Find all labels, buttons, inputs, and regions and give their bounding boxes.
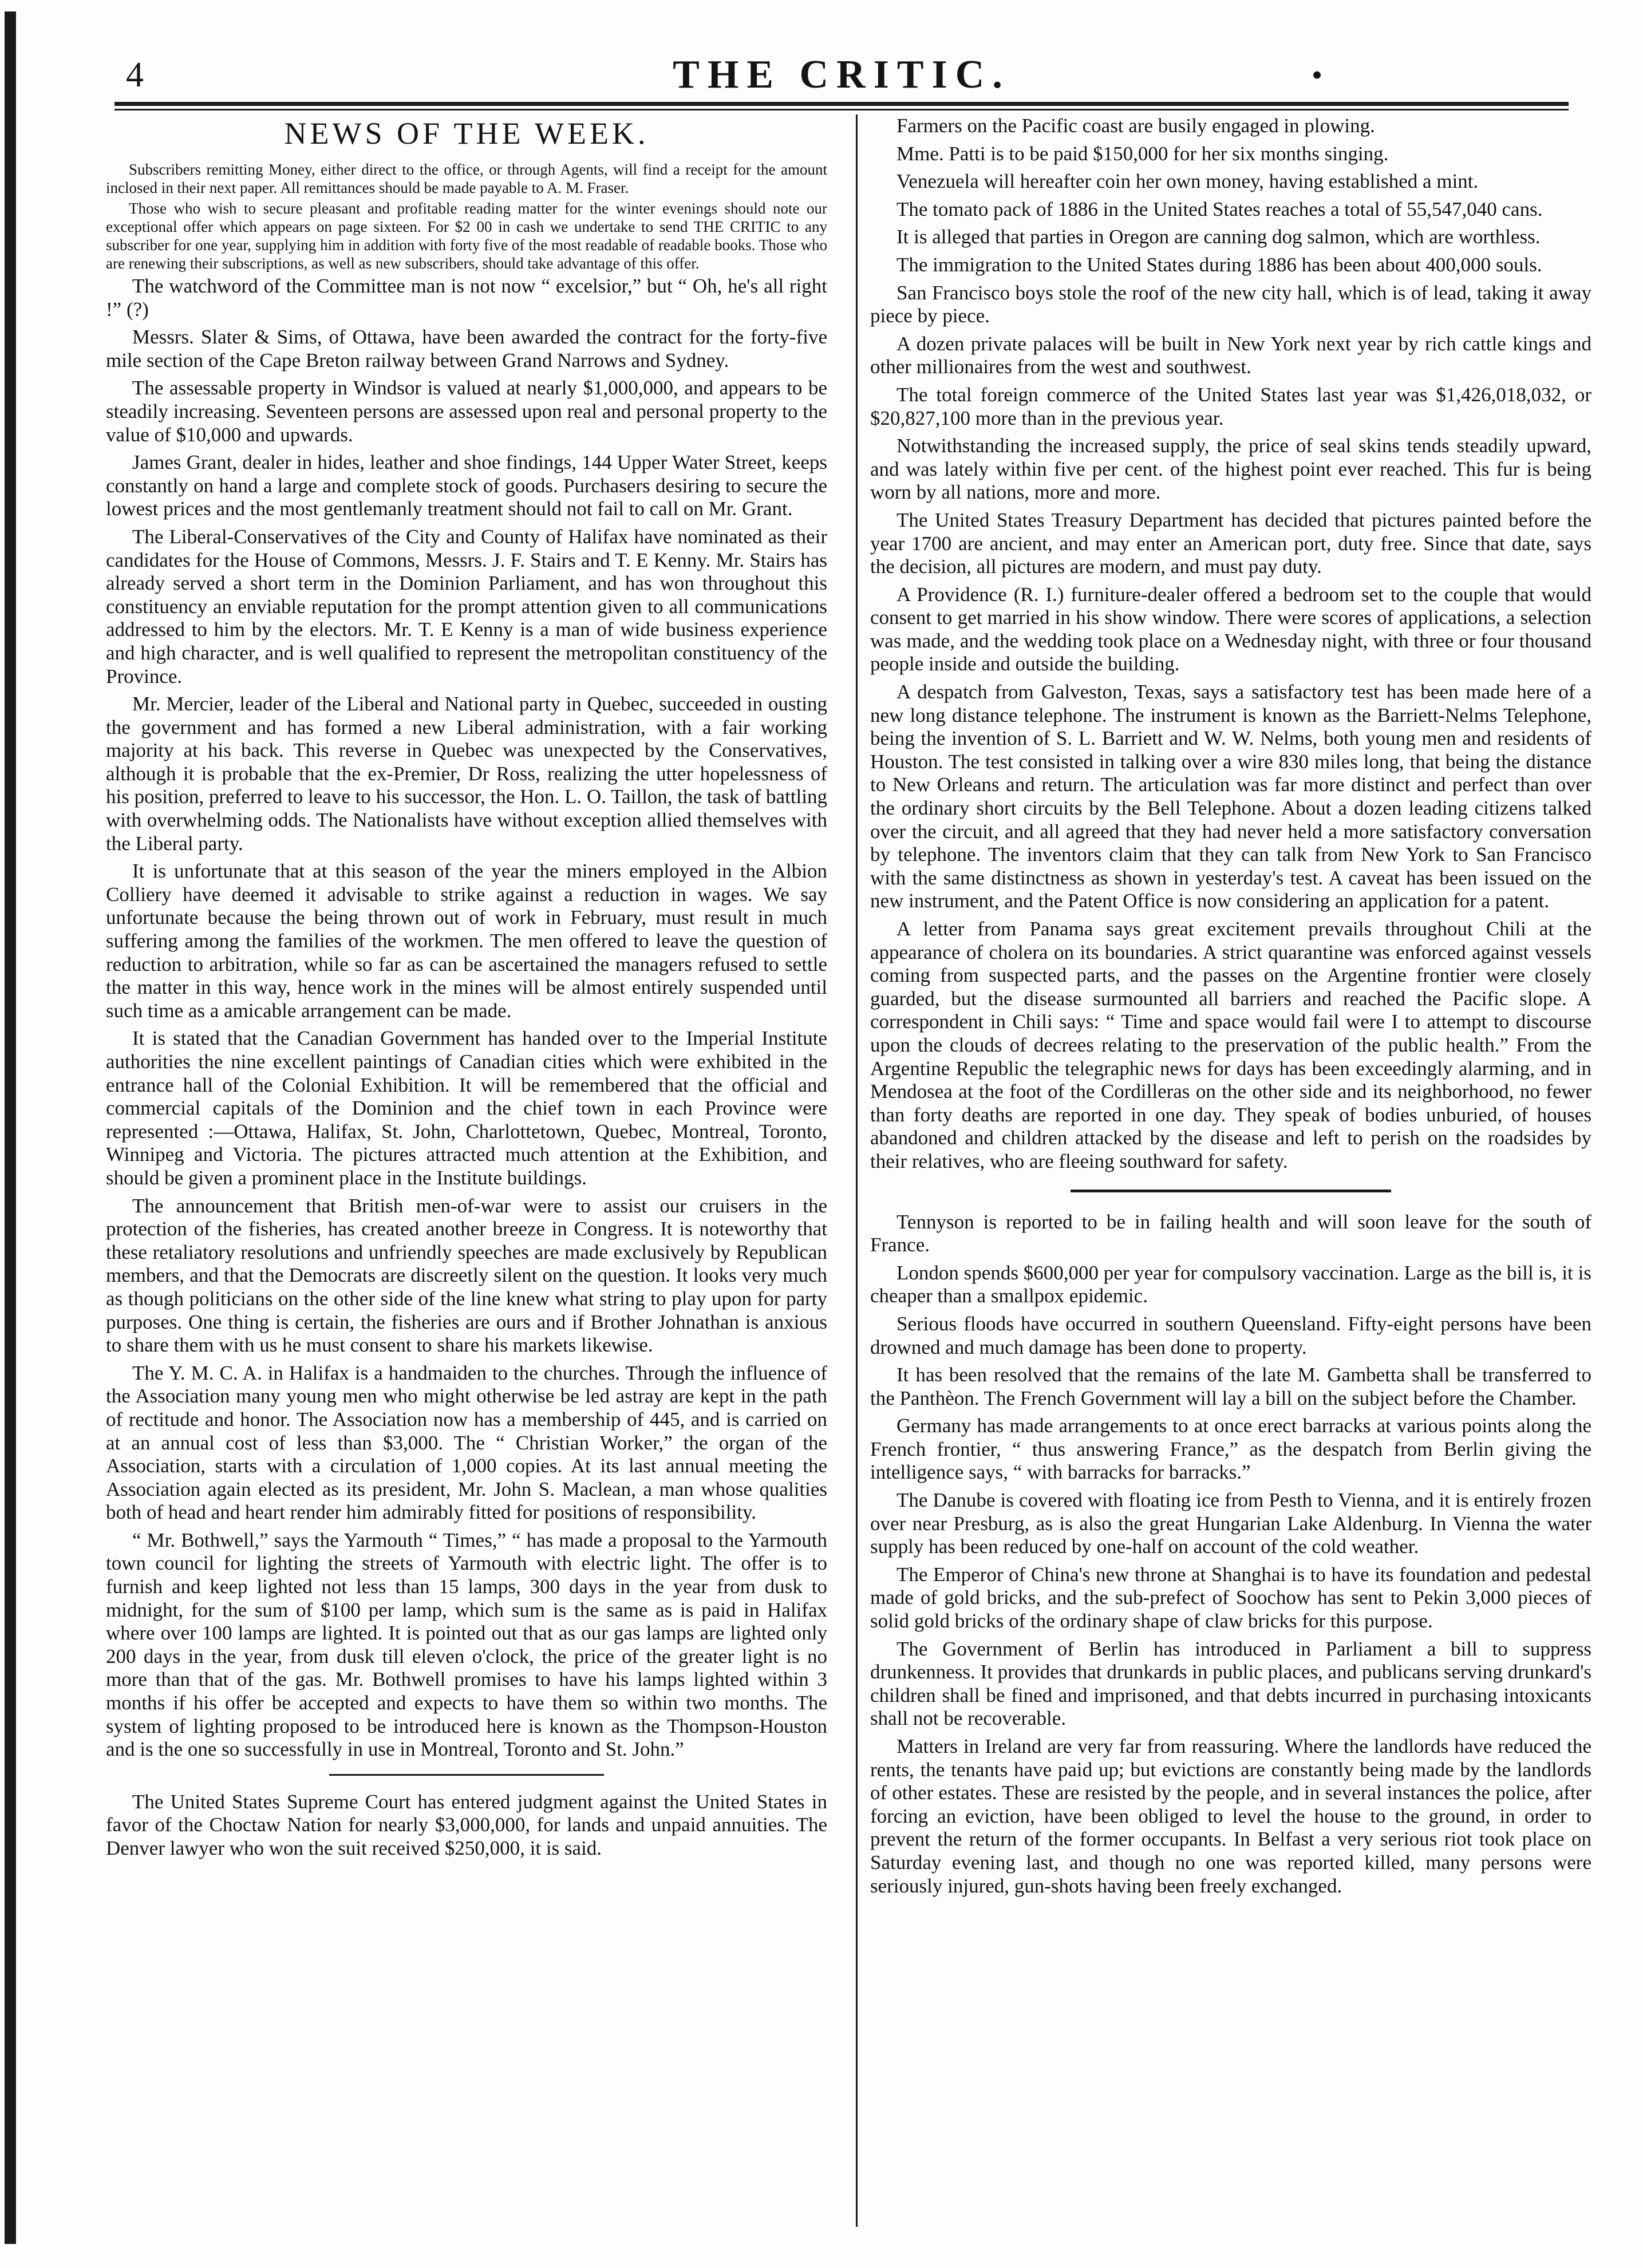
news-item: It is stated that the Canadian Government has handed over to the Imperial Institute authorities the nine excellent paintings of Canadian cities which were exhibited in the entrance hall of the Colonial Exhibition. It will be remembered that the official and commercial capitals of the Dominion and the chief town in each Province were represented :—Ottawa, Halifax, St. John, Charlottetown, Quebec, Montreal, Toronto, Winnipeg and Victoria. The pictures attracted much attention at the Exhibition, and should be given a prominent place in the Institute buildings. <box>106 1027 827 1189</box>
page-number: 4 <box>126 56 144 94</box>
left-column <box>106 114 827 1865</box>
subscriber-notice: Subscribers remitting Money, either direct to the office, or through Agents, will find a receipt for the amount inclosed in their next paper. All remittances should be made payable to A. M. Fraser. <box>106 161 827 196</box>
news-item: The immigration to the United States during 1886 has been about 400,000 souls. <box>896 253 1542 276</box>
header-rule-thick <box>114 102 1569 106</box>
news-item: The United States Treasury Department has decided that pictures painted before the year 1700 are ancient, and may enter an American port, duty free. Since that date, says the decision, all pictures are modern, and must pay duty. <box>870 508 1591 578</box>
news-item: The announcement that British men-of-war were to assist our cruisers in the protection of the fisheries, has created another breeze in Congress. It is noteworthy that these retaliatory resolutions and unfriendly speeches are made exclusively by Republican members, and that the Democrats are discreetly silent on the question. It looks very much as though politicians on the other side of the line knew what string to play upon for party purposes. One thing is certain, the fisheries are ours and if Brother Johnathan is anxious to share them with us he must consent to share his markets likewise. <box>106 1194 827 1357</box>
right-section-rule <box>1071 1190 1391 1192</box>
left-after-rule-articles <box>106 1791 827 1860</box>
news-item: The Liberal-Conservatives of the City and County of Halifax have nominated as their candidates for the House of Commons, Messrs. J. F. Stairs and T. E Kenny. Mr. Stairs has already served a short term in the Dominion Parliament, and has won throughout this constituency an enviable reputation for the prompt attention given to all communications addressed to him by the electors. Mr. T. E Kenny is a man of wide business experience and high character, and is well qualified to represent the metropolitan constituency of the Province. <box>106 525 827 687</box>
news-item: Germany has made arrangements to at once erect barracks at various points along the French frontier, “ thus answering France,” as the despatch from Berlin giving the intelligence says, “ with barracks for barracks.” <box>870 1414 1591 1484</box>
page-header <box>114 49 1569 101</box>
news-item: The Emperor of China's new throne at Shanghai is to have its foundation and pedestal made of gold bricks, and the sub-prefect of Soochow has sent to Pekin 3,000 pieces of solid gold bricks of the ordinary shape of claw bricks for this purpose. <box>870 1563 1591 1633</box>
news-item: A letter from Panama says great excitement prevails throughout Chili at the appearance of cholera on its boundaries. A strict quarantine was enforced against vessels coming from suspected parts, and the passes on the Argentine frontier were closely guarded, but the disease surmounted all barriers and reached the Pacific slope. A correspondent in Chili says: “ Time and space would fail were I to attempt to discourse upon the clouds of decrees relating to the preservation of the public health.” From the Argentine Republic the telegraphic news for days has been exceedingly alarming, and in Mendosea at the foot of the Cordilleras on the other side and its neighborhood, no fewer than forty deaths are reported in one day. They speak of bodies unburied, of houses abandoned and children attacked by the disease and left to perish on the roadsides by their relatives, who are fleeing southward for safety. <box>870 918 1591 1172</box>
news-item: Tennyson is reported to be in failing health and will soon leave for the south of France. <box>870 1210 1591 1257</box>
news-item: Messrs. Slater & Sims, of Ottawa, have been awarded the contract for the forty-five mile section of the Cape Breton railway between Grand Narrows and Sydney. <box>106 326 827 372</box>
subscriber-notice: Those who wish to secure pleasant and profitable reading matter for the winter evenings should note our exceptional offer which appears on page sixteen. For $2 00 in cash we undertake to send THE CRITIC to any subscriber for one year, supplying him in addition with forty five of the most readable of readable books. Those who are renewing their subscriptions, as well as new subscribers, should take advantage of this offer. <box>106 200 827 272</box>
news-item: San Francisco boys stole the roof of the new city hall, which is of lead, taking it away piece by piece. <box>870 281 1591 327</box>
news-item: It is alleged that parties in Oregon are canning dog salmon, which are worthless. <box>896 226 1541 248</box>
news-item: The total foreign commerce of the United States last year was $1,426,018,032, or $20,827,100 more than in the previous year. <box>870 383 1591 429</box>
subscriber-notices <box>106 160 827 272</box>
news-item: Matters in Ireland are very far from reassuring. Where the landlords have reduced the rents, the tenants have paid up; but evictions are constantly being made by the landlords of other estates. These are resisted by the people, and in several instances the police, after forcing an eviction, have been obliged to level the house to the ground, in order to prevent the return of the former occupants. In Belfast a very serious riot took place on Saturday evening last, and though no one was reported killed, many persons were seriously injured, gun-shots having been freely exchanged. <box>870 1735 1591 1897</box>
header-rule-thin <box>114 109 1569 110</box>
news-item: The tomato pack of 1886 in the United States reaches a total of 55,547,040 cans. <box>896 197 1543 220</box>
news-item: A despatch from Galveston, Texas, says a satisfactory test has been made here of a new long distance telephone. The instrument is known as the Barriett-Nelms Telephone, being the invention of S. L. Barriett and W. W. Nelms, both young men and residents of Houston. The test consisted in talking over a wire 830 miles long, that being the distance to New Orleans and return. The articulation was far more distinct and perfect than over the ordinary short circuits by the Bell Telephone. About a dozen leading citizens talked over the circuit, and all agreed that they had never held a more satisfactory conversation by telephone. The inventors claim that they can talk from New York to San Francisco with the same distinctness as shown in yesterday's test. A caveat has been issued on the new instrument, and the Patent Office is now considering an application for a patent. <box>870 681 1591 912</box>
news-item: Mme. Patti is to be paid $150,000 for her six months singing. <box>896 142 1389 165</box>
news-item: A dozen private palaces will be built in New York next year by rich cattle kings and other millionaires from the west and southwest. <box>870 332 1591 378</box>
news-item: The watchword of the Committee man is not now “ excelsior,” but “ Oh, he's all right !” (?) <box>106 275 827 321</box>
left-section-rule <box>329 1774 604 1776</box>
news-item: Venezuela will hereafter coin her own money, having established a mint. <box>896 170 1479 193</box>
news-item: Farmers on the Pacific coast are busily engaged in plowing. <box>896 114 1375 137</box>
news-item: London spends $600,000 per year for compulsory vaccination. Large as the bill is, it is cheaper than a smallpox epidemic. <box>870 1261 1591 1307</box>
news-item: The Y. M. C. A. in Halifax is a handmaiden to the churches. Through the influence of the Association many young men who might otherwise be led astray are kept in the path of rectitude and honor. The Association now has a membership of 445, and is carried on at an annual cost of less than $3,000. The “ Christian Worker,” the organ of the Association, starts with a circulation of 1,000 copies. At its last annual meeting the Association again elected as its president, Mr. John S. Maclean, a man whose qualities both of head and heart render him admirably fitted for positions of responsibility. <box>106 1361 827 1524</box>
news-item: Notwithstanding the increased supply, the price of seal skins tends steadily upward, and was lately within five per cent. of the highest point ever reached. This fur is being worn by all nations, more and more. <box>870 434 1591 504</box>
column-divider <box>856 114 858 2227</box>
masthead-title: THE CRITIC. <box>673 53 1010 97</box>
news-item: “ Mr. Bothwell,” says the Yarmouth “ Times,” “ has made a proposal to the Yarmouth town council for lighting the streets of Yarmouth with electric light. The offer is to furnish and keep lighted not less than 15 lamps, 300 days in the year from dusk to midnight, for the sum of $100 per lamp, which sum is the same as is paid in Halifax where over 100 lamps are lighted. It is pointed out that as our gas lamps are lighted only 200 days in the year, from dusk till eleven o'clock, the price of the greater light is no more than that of the gas. Mr. Bothwell promises to have his lamps lighted within 3 months if his offer be accepted and expects to have them so within two months. The system of lighting proposed to be introduced here is known as the Thompson-Houston and is the one so successfully in use in Montreal, Toronto and St. John.” <box>106 1528 827 1761</box>
right-column <box>870 114 1591 1902</box>
news-item: The Danube is covered with floating ice from Pesth to Vienna, and it is entirely frozen over near Presburg, as is also the great Hungarian Lake Aldenburg. In Vienna the water supply has been reduced by one-half on account of the cold weather. <box>870 1489 1591 1558</box>
section-title: NEWS OF THE WEEK. <box>284 116 649 151</box>
news-item: The Government of Berlin has introduced in Parliament a bill to suppress drunkenness. It provides that drunkards in public places, and publicans serving drunkard's children shall be fined and imprisoned, and that debts incurred in purchasing intoxicants shall not be recoverable. <box>870 1637 1591 1730</box>
right-after-rule-articles <box>870 1211 1591 1898</box>
news-item: A Providence (R. I.) furniture-dealer offered a bedroom set to the couple that would consent to get married in his show window. There were scores of applications, a selection was made, and the wedding took place on a Wednesday night, with three or four thousand people inside and outside the building. <box>870 583 1591 675</box>
news-item: It has been resolved that the remains of the late M. Gambetta shall be transferred to the Panthèon. The French Government will lay a bill on the subject before the Chamber. <box>870 1364 1591 1409</box>
news-item: The assessable property in Windsor is valued at nearly $1,000,000, and appears to be steadily increasing. Seventeen persons are assessed upon real and personal property to the value of $10,000 and upwards. <box>106 377 827 446</box>
news-item: Mr. Mercier, leader of the Liberal and National party in Quebec, succeeded in ousting the government and has formed a new Liberal administration, with a fair working majority at his back. This reverse in Quebec was unexpected by the Conservatives, although it is probable that the ex-Premier, Dr Ross, realizing the utter hopelessness of his position, preferred to leave to his successor, the Hon. L. O. Taillon, the task of battling with overwhelming odds. The Nationalists have without exception allied themselves with the Liberal party. <box>106 693 827 855</box>
right-articles <box>870 114 1591 1173</box>
news-item: James Grant, dealer in hides, leather and shoe findings, 144 Upper Water Street, keeps constantly on hand a large and complete stock of goods. Purchasers desiring to secure the lowest prices and the most gentlemanly treatment should not fail to call on Mr. Grant. <box>106 451 827 520</box>
left-articles <box>106 275 827 1761</box>
printer-mark: • <box>1312 58 1322 92</box>
news-item: It is unfortunate that at this season of the year the miners employed in the Albion Colliery have deemed it advisable to strike against a reduction in wages. We say unfortunate because the being thrown out of work in February, must result in much suffering among the families of the workmen. The men offered to leave the question of reduction to arbitration, while so far as can be ascertained the managers refused to settle the matter in this way, hence work in the mines will be almost entirely suspended until such time as a amicable arrangement can be made. <box>106 860 827 1022</box>
news-item: The United States Supreme Court has entered judgment against the United States in favor of the Choctaw Nation for nearly $3,000,000, for lands and unpaid annuities. The Denver lawyer who won the suit received $250,000, it is said. <box>106 1790 827 1859</box>
news-item: Serious floods have occurred in southern Queensland. Fifty-eight persons have been drowned and much damage has been done to property. <box>870 1312 1591 1358</box>
binding-edge <box>5 11 16 2244</box>
